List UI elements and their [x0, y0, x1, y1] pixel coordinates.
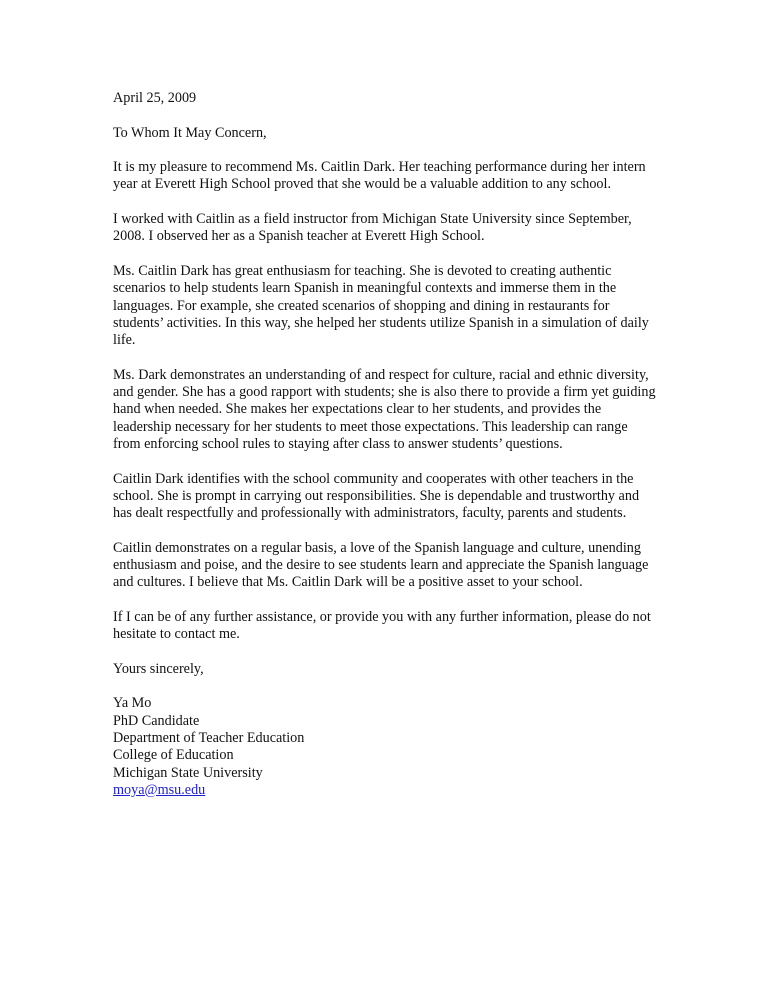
letter-salutation: To Whom It May Concern, — [113, 124, 267, 141]
recommendation-letter — [113, 90, 658, 799]
letter-paragraph-4: Ms. Dark demonstrates an understanding of and respect for culture, racial and ethnic diversity, and gender. She has a good rapport with students; she is also there to provide a firm yet guiding hand when needed. She makes her expectations clear to her students, and provides the leadership necessary for her students to meet those expectations. This leadership can range from enforcing school rules to staying after class to answer students’ questions. — [113, 366, 656, 452]
signer-department: Department of Teacher Education — [113, 729, 305, 746]
signer-email-link[interactable]: moya@msu.edu — [113, 781, 206, 798]
signature-block — [113, 695, 658, 799]
letter-closing: Yours sincerely, — [113, 660, 204, 677]
signer-name: Ya Mo — [113, 695, 152, 712]
letter-date: April 25, 2009 — [113, 90, 197, 106]
signer-title: PhD Candidate — [113, 712, 200, 729]
letter-paragraph-3: Ms. Caitlin Dark has great enthusiasm for teaching. She is devoted to creating authentic scenarios to help students learn Spanish in meaningful contexts and immerse them in the languages. For example, she created scenarios of shopping and dining in restaurants for students’ activities. In this way, she helped her students utilize Spanish in a simulation of daily life. — [113, 262, 649, 349]
letter-paragraph-7: If I can be of any further assistance, or provide you with any further information, please do not hesitate to contact me. — [113, 608, 651, 643]
letter-paragraph-2: I worked with Caitlin as a field instructor from Michigan State University since September, 2008. I observed her as a Spanish teacher at Everett High School. — [113, 211, 632, 245]
signer-university: Michigan State University — [113, 764, 263, 781]
letter-paragraph-5: Caitlin Dark identifies with the school community and cooperates with other teachers in the school. She is prompt in carrying out responsibilities. She is dependable and trustworthy and has dealt respectfully and professionally with administrators, faculty, parents and students. — [113, 470, 640, 522]
letter-paragraph-1: It is my pleasure to recommend Ms. Caitlin Dark. Her teaching performance during her intern year at Everett High School proved that she would be a valuable addition to any school. — [113, 159, 646, 193]
letter-paragraph-6: Caitlin demonstrates on a regular basis, a love of the Spanish language and culture, unending enthusiasm and poise, and the desire to see students learn and appreciate the Spanish language and cultures. I believe that Ms. Caitlin Dark will be a positive asset to your school. — [113, 539, 649, 591]
signer-college: College of Education — [113, 747, 234, 764]
